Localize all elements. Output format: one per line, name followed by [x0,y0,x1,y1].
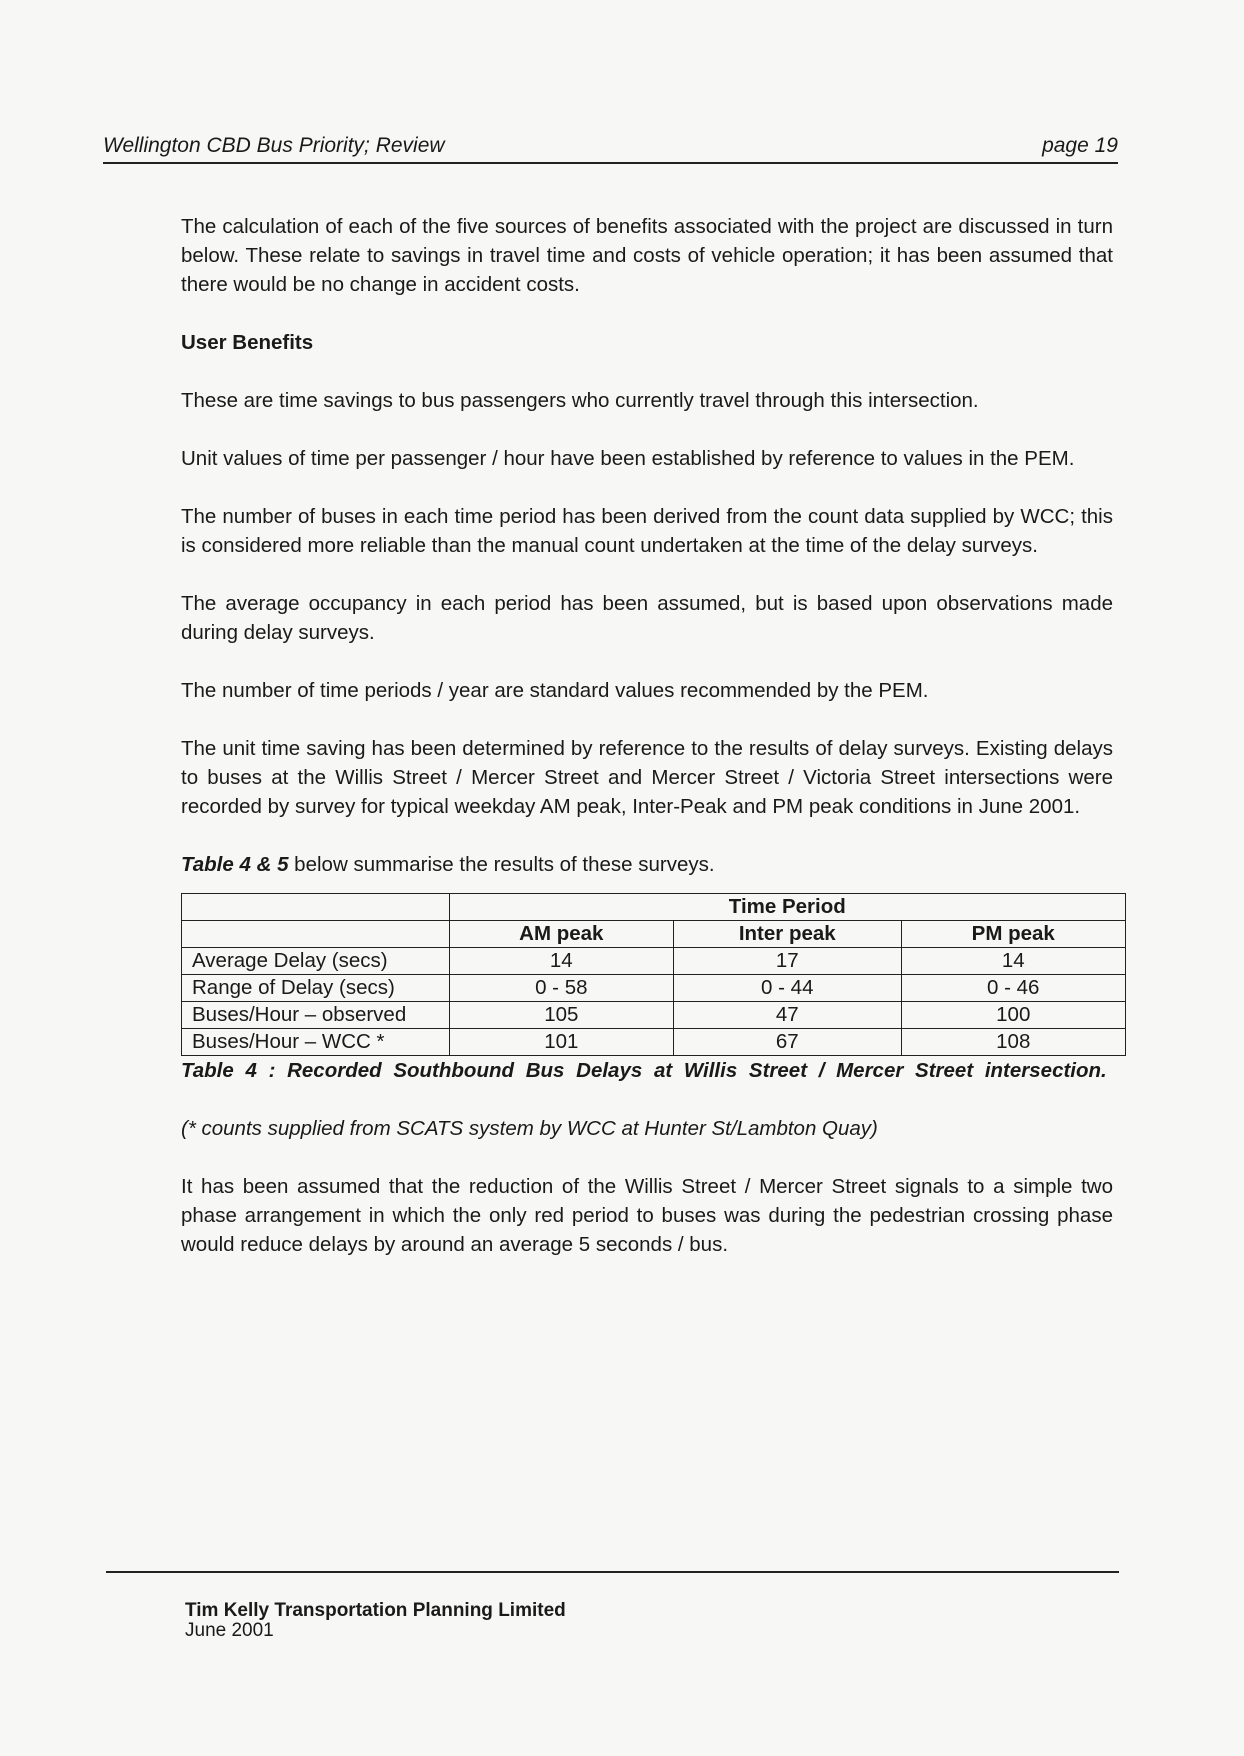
section-heading: User Benefits [181,331,314,354]
table-reference: Table 4 & 5 [181,853,289,876]
paragraph: Unit values of time per passenger / hour have been established by reference to values in the PEM. [181,447,1075,470]
table-cell: 108 [901,1029,1126,1056]
table-corner-cell [182,921,450,948]
row-label: Buses/Hour – WCC * [182,1029,450,1056]
paragraph: The unit time saving has been determined by reference to the results of delay surveys. Existing delays to buses at the Willis Street / Mercer Street and Mercer Street / Victoria Street intersections were recorded by survey for typical weekday AM peak, Inter-Peak and PM peak conditions in June 2001. [181,737,1113,818]
page-footer [185,1601,566,1641]
table-row [182,975,1126,1002]
paragraph: These are time savings to bus passengers who currently travel through this intersection. [181,389,979,412]
table-row [182,948,1126,975]
footer-divider [106,1571,1119,1573]
table-cell: 14 [901,948,1126,975]
table-group-header: Time Period [449,894,1125,921]
row-label: Average Delay (secs) [182,948,450,975]
table-cell: 100 [901,1002,1126,1029]
column-header: Inter peak [674,921,901,948]
delay-table [181,893,1126,1056]
table-cell: 101 [449,1029,673,1056]
table-cell: 0 - 44 [674,975,901,1002]
document-title: Wellington CBD Bus Priority; Review [103,134,445,157]
row-label: Buses/Hour – observed [182,1002,450,1029]
table-corner-cell [182,894,450,921]
table-cell: 0 - 46 [901,975,1126,1002]
paragraph [181,850,1113,879]
page-number: page 19 [1042,134,1118,157]
table-row [182,1002,1126,1029]
page-header [103,134,1118,164]
footer-date: June 2001 [185,1620,274,1641]
footer-company: Tim Kelly Transportation Planning Limited [185,1600,566,1621]
table-cell: 105 [449,1002,673,1029]
table-cell: 47 [674,1002,901,1029]
paragraph-text: below summarise the results of these surveys. [288,853,715,876]
row-label: Range of Delay (secs) [182,975,450,1002]
table-group-header-row [182,894,1126,921]
paragraph: The number of buses in each time period has been derived from the count data supplied by WCC; this is considered more reliable than the manual count undertaken at the time of the delay surveys. [181,505,1113,557]
table-cell: 67 [674,1029,901,1056]
table-cell: 17 [674,948,901,975]
table-cell: 14 [449,948,673,975]
paragraph: The number of time periods / year are standard values recommended by the PEM. [181,679,929,702]
table-header-row [182,921,1126,948]
table-note: (* counts supplied from SCATS system by WCC at Hunter St/Lambton Quay) [181,1117,878,1140]
page-content [181,212,1113,1288]
table-cell: 0 - 58 [449,975,673,1002]
paragraph: The calculation of each of the five sources of benefits associated with the project are discussed in turn below. These relate to savings in travel time and costs of vehicle operation; it has been assumed that there would be no change in accident costs. [181,215,1113,296]
column-header: AM peak [449,921,673,948]
column-header: PM peak [901,921,1126,948]
paragraph: It has been assumed that the reduction of the Willis Street / Mercer Street signals to a simple two phase arrangement in which the only red period to buses was during the pedestrian crossing phase would reduce delays by around an average 5 seconds / bus. [181,1175,1113,1256]
table-caption: Table 4 : Recorded Southbound Bus Delays at Willis Street / Mercer Street intersection. [181,1059,1107,1082]
table-row [182,1029,1126,1056]
paragraph: The average occupancy in each period has been assumed, but is based upon observations made during delay surveys. [181,592,1113,644]
